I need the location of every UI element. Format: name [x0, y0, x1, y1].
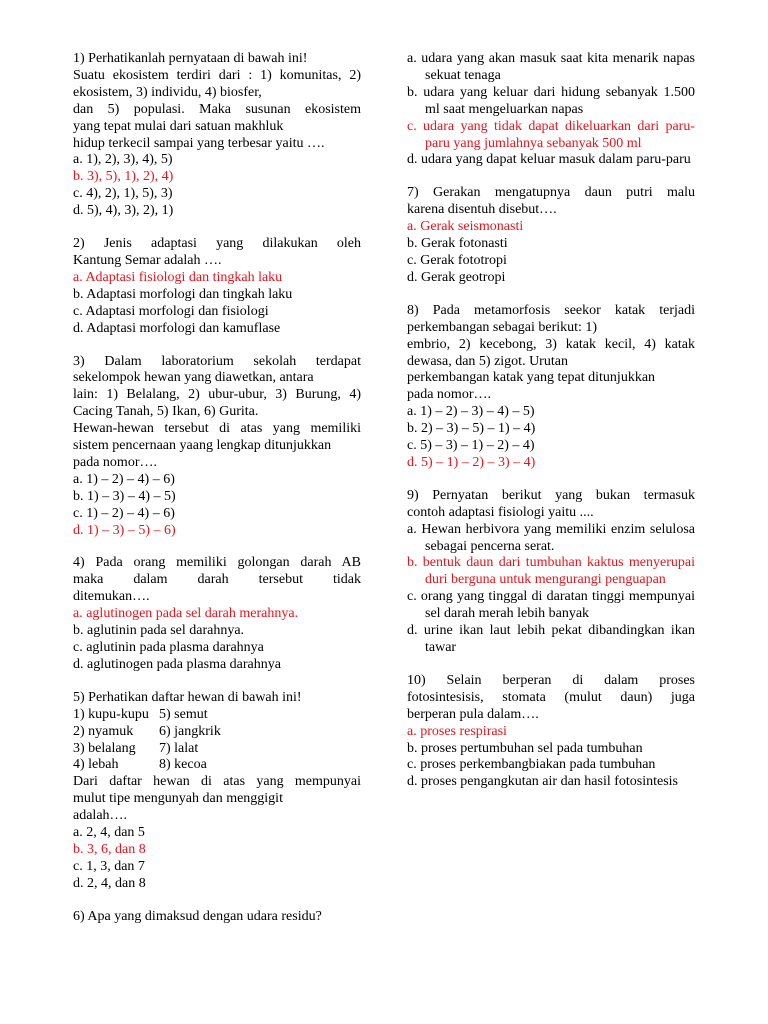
option-b: b. Gerak fotonasti — [407, 236, 508, 252]
question-2 — [73, 236, 361, 337]
question-text: berperan pula dalam…. — [407, 706, 539, 722]
question-text: maka dalam darah tersebut tidak — [73, 572, 361, 588]
option-d: d. proses pengangkutan air dan hasil fotosintesis — [407, 774, 679, 790]
option-d: d. 5), 4), 3), 2), 1) — [73, 203, 174, 219]
option-b-answer: b. 3), 5), 1), 2), 4) — [73, 169, 174, 185]
question-text: 9) Pernyatan berikut yang bukan termasuk — [407, 487, 695, 503]
question-8 — [407, 303, 695, 472]
question-text: 1) Perhatikanlah pernyataan di bawah ini! — [73, 51, 308, 66]
right-column — [407, 51, 695, 807]
animal-list-row — [73, 707, 361, 724]
left-column — [73, 51, 361, 942]
question-text: 10) Selain berperan di dalam proses — [407, 672, 695, 688]
question-text: dewasa, dan 5) zigot. Urutan — [407, 353, 568, 369]
question-text: mulut tipe mengunyah dan menggigit — [73, 791, 283, 807]
question-text: 8) Pada metamorfosis seekor katak terjadi — [407, 302, 695, 318]
question-text: pada nomor…. — [73, 454, 157, 470]
option-c: c. 5) – 3) – 1) – 2) – 4) — [407, 438, 535, 454]
question-text: karena disentuh disebut…. — [407, 202, 557, 218]
question-text: ditemukan…. — [73, 589, 150, 605]
question-7 — [407, 185, 695, 286]
question-text: 6) Apa yang dimaksud dengan udara residu? — [73, 908, 322, 924]
option-a: a. udara yang akan masuk saat kita menarik napas sekuat tenaga — [407, 51, 695, 83]
option-a-answer: a. Adaptasi fisiologi dan tingkah laku — [73, 269, 283, 285]
animal-list-row — [73, 741, 361, 758]
question-text: sekelompok hewan yang diawetkan, antara — [73, 370, 314, 386]
option-c: c. 1) – 2) – 4) – 6) — [73, 505, 175, 521]
question-text: lain: 1) Belalang, 2) ubur-ubur, 3) Burung, 4) — [73, 387, 361, 403]
animal-item: 8) kecoa — [159, 757, 207, 773]
question-text: Suatu ekosistem terdiri dari : 1) komunitas, 2) — [73, 67, 361, 83]
animal-item: 2) nyamuk — [73, 723, 134, 739]
question-text: perkembangan katak yang tepat ditunjukkan — [407, 370, 656, 386]
animal-item: 5) semut — [159, 706, 208, 722]
question-text: 2) Jenis adaptasi yang dilakukan oleh — [73, 236, 361, 252]
animal-item: 4) lebah — [73, 757, 119, 773]
option-a: a. 2, 4, dan 5 — [73, 825, 145, 841]
question-text: pada nomor…. — [407, 387, 491, 403]
animal-list-row — [73, 724, 361, 741]
question-text: Hewan-hewan tersebut di atas yang memiliki — [73, 421, 361, 437]
option-d: d. Adaptasi morfologi dan kamuflase — [73, 320, 281, 336]
option-c: c. Adaptasi morfologi dan fisiologi — [73, 303, 269, 319]
option-d: d. 2, 4, dan 8 — [73, 875, 146, 891]
option-d: d. urine ikan laut lebih pekat dibandingkan ikan tawar — [407, 623, 695, 655]
option-a-answer: a. aglutinogen pada sel darah merahnya. — [73, 606, 299, 622]
question-text: sistem pencernaan yaang lengkap ditunjukkan — [73, 438, 332, 454]
question-text: 4) Pada orang memiliki golongan darah AB — [73, 555, 361, 571]
question-6-options — [407, 51, 695, 169]
option-b: b. 1) – 3) – 4) – 5) — [73, 488, 176, 504]
option-b: b. proses pertumbuhan sel pada tumbuhan — [407, 740, 643, 756]
question-10 — [407, 673, 695, 791]
question-text: embrio, 2) kecebong, 3) katak kecil, 4) katak — [407, 336, 695, 352]
question-text: perkembangan sebagai berikut: 1) — [407, 319, 598, 335]
option-a-answer: a. proses respirasi — [407, 723, 507, 739]
question-text: Dari daftar hewan di atas yang mempunyai — [73, 774, 361, 790]
question-text: Kantung Semar adalah …. — [73, 252, 222, 268]
question-text: 3) Dalam laboratorium sekolah terdapat — [73, 353, 361, 369]
question-text: Cacing Tanah, 5) Ikan, 6) Gurita. — [73, 404, 259, 420]
option-a-answer: a. Gerak seismonasti — [407, 219, 524, 235]
question-6-stem — [73, 909, 361, 926]
question-text: 5) Perhatikan daftar hewan di bawah ini! — [73, 689, 302, 705]
question-4 — [73, 555, 361, 673]
option-d: d. Gerak geotropi — [407, 269, 506, 285]
option-c: c. Gerak fototropi — [407, 252, 507, 268]
option-c: c. 1, 3, dan 7 — [73, 858, 145, 874]
option-d-answer: d. 5) – 1) – 2) – 3) – 4) — [407, 454, 536, 470]
option-c: c. 4), 2), 1), 5), 3) — [73, 186, 173, 202]
option-c: c. orang yang tinggal di daratan tinggi mempunyai sel darah merah lebih banyak — [407, 589, 695, 622]
option-b: b. aglutinin pada sel darahnya. — [73, 623, 245, 639]
question-9 — [407, 488, 695, 657]
option-b: b. udara yang keluar dari hidung sebanyak 1.500 ml saat mengeluarkan napas — [407, 84, 695, 117]
question-text: ekosistem, 3) individu, 4) biosfer, — [73, 84, 262, 100]
option-a: a. 1) – 2) – 3) – 4) – 5) — [407, 404, 535, 420]
option-d: d. aglutinogen pada plasma darahnya — [73, 656, 281, 672]
question-text: adalah…. — [73, 808, 128, 824]
question-text: yang tepat mulai dari satuan makhluk — [73, 118, 284, 134]
option-c: c. aglutinin pada plasma darahnya — [73, 640, 264, 655]
option-a: a. 1) – 2) – 4) – 6) — [73, 471, 175, 487]
animal-item: 1) kupu-kupu — [73, 706, 149, 722]
option-b: b. 2) – 3) – 5) – 1) – 4) — [407, 421, 536, 437]
question-text: 7) Gerakan mengatupnya daun putri malu — [407, 185, 695, 201]
question-text: hidup terkecil sampai yang terbesar yaitu …. — [73, 135, 325, 151]
animal-item: 3) belalang — [73, 740, 136, 756]
question-text: dan 5) populasi. Maka susunan ekosistem — [73, 101, 361, 117]
option-d-answer: d. 1) – 3) – 5) – 6) — [73, 522, 176, 538]
question-3 — [73, 354, 361, 540]
option-d: d. udara yang dapat keluar masuk dalam paru-paru — [407, 152, 691, 168]
question-text: fotosintesisis, stomata (mulut daun) juga — [407, 689, 695, 705]
option-c: c. proses perkembangbiakan pada tumbuhan — [407, 757, 656, 773]
option-a: a. 1), 2), 3), 4), 5) — [73, 152, 173, 168]
option-b: b. Adaptasi morfologi dan tingkah laku — [73, 286, 293, 302]
option-c-answer: c. udara yang tidak dapat dikeluarkan dari paru-paru yang jumlahnya sebanyak 500 ml — [407, 118, 695, 151]
question-5 — [73, 690, 361, 893]
animal-list-row — [73, 757, 361, 774]
question-1 — [73, 51, 361, 220]
option-b-answer: b. bentuk daun dari tumbuhan kaktus menyerupai duri berguna untuk mengurangi penguapan — [407, 555, 695, 588]
animal-item: 6) jangkrik — [159, 723, 221, 739]
option-a: a. Hewan herbivora yang memiliki enzim selulosa sebagai pencerna serat. — [407, 521, 695, 554]
question-text: contoh adaptasi fisiologi yaitu .... — [407, 504, 594, 520]
option-b-answer: b. 3, 6, dan 8 — [73, 841, 146, 857]
animal-item: 7) lalat — [159, 740, 199, 756]
